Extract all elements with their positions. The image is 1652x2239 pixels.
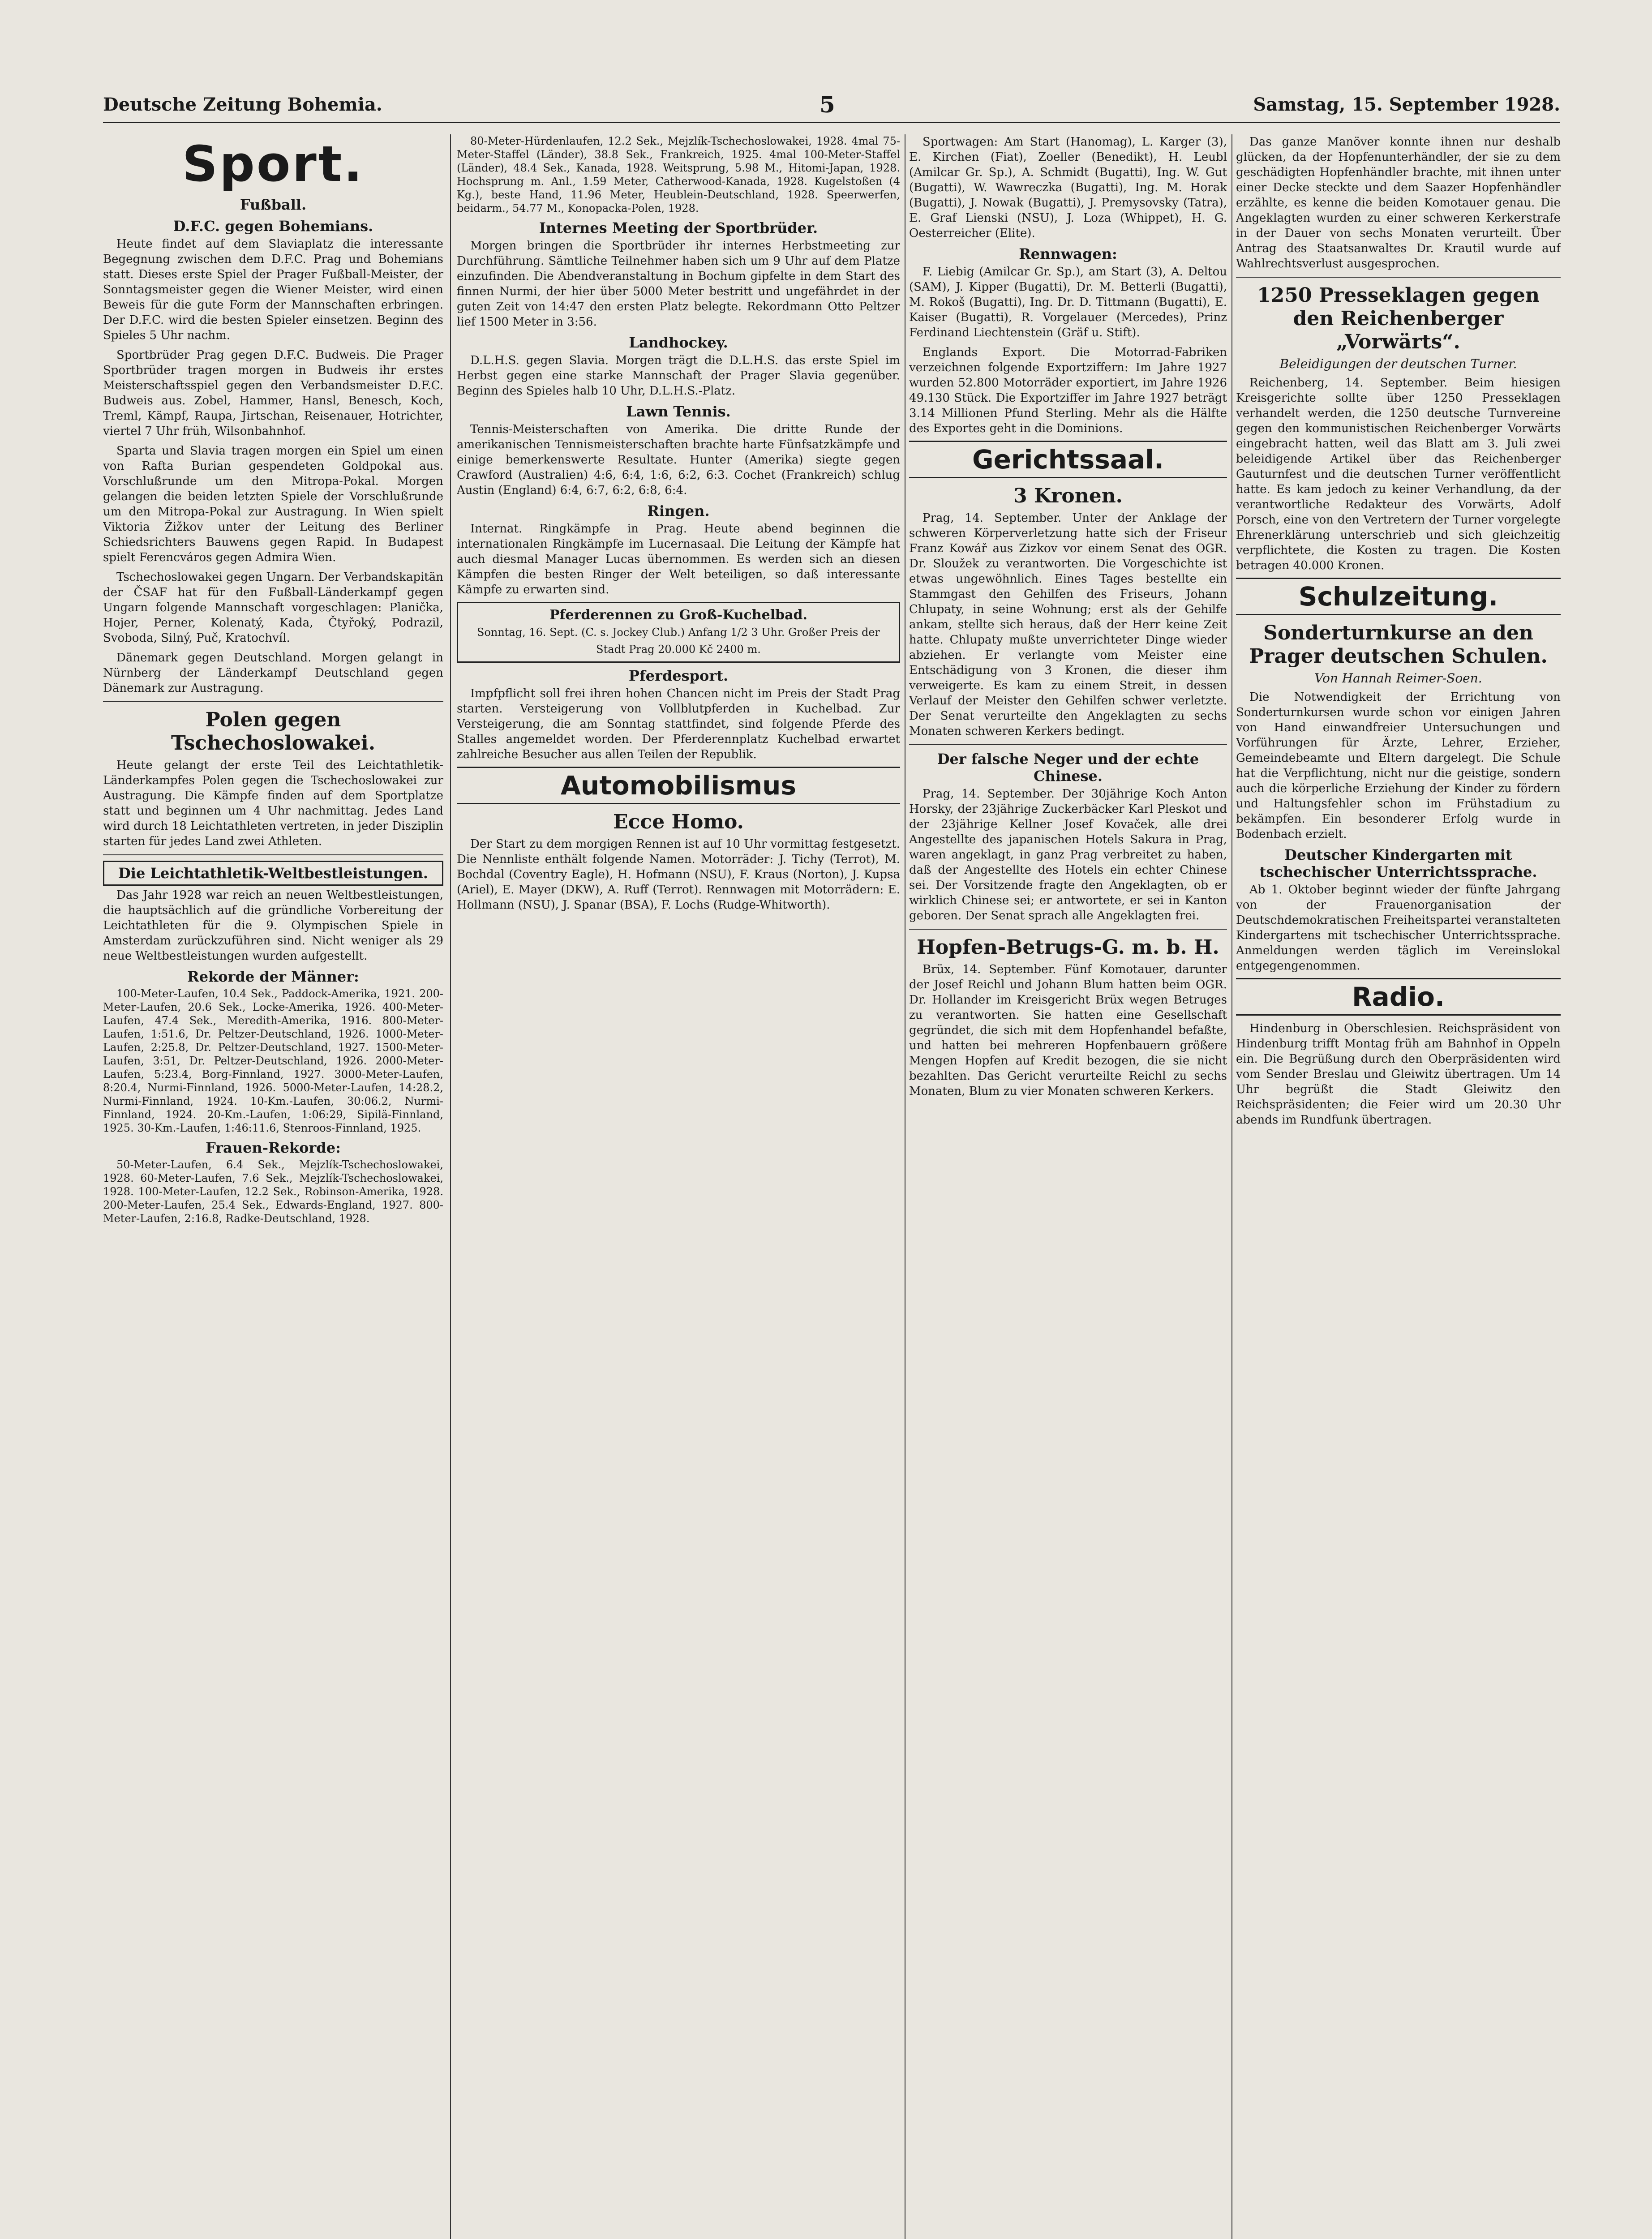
article-paragraph: Impfpflicht soll frei ihren hohen Chancen nicht im Preis der Stadt Prag starten. Versteigerung von Vollblutpferden in Kuchelbad. Zur Versteigerung, die am Sonntag stattfindet, sind folgende Pferde des Stalles angemeldet worden. Der Pferderennplatz Kuchelbad erwartet zahlreiche Besucher aus allen Teilen der Republik. [457, 687, 900, 761]
article-paragraph: Das Jahr 1928 war reich an neuen Weltbestleistungen, die hauptsächlich auf die gründliche Vorbereitung der Leichtathleten für die 9. Olympischen Spiele in Amsterdam zurückzuführen sind. Nicht weniger als 29 neue Weltbestleistungen wurden aufgestellt. [103, 888, 443, 963]
article-paragraph: D.L.H.S. gegen Slavia. Morgen trägt die D.L.H.S. das erste Spiel im Herbst gegen eine starke Mannschaft der Prager Slavia gegenüber. Beginn des Spieles halb 10 Uhr, D.L.H.S.-Platz. [457, 354, 900, 398]
records-list: 50-Meter-Laufen, 6.4 Sek., Mejzlík-Tschechoslowakei, 1928. 60-Meter-Laufen, 7.6 Sek., Mejzlík-Tschechoslowakei, 1928. 100-Meter-Laufen, 12.2 Sek., Robinson-Amerika, 1928. 200-Meter-Laufen, 25.4 Sek., Edwards-England, 1927. 800-Meter-Laufen, 2:16.8, Radke-Deutschland, 1928. [103, 1158, 443, 1225]
separator [103, 701, 443, 702]
article-heading: Der falsche Neger und der echte Chinese. [937, 751, 1199, 785]
article-heading: 1250 Presseklagen gegen den Reichenberger „Vorwärts“. [1257, 284, 1540, 353]
column-1 [103, 134, 443, 2239]
page-header [103, 91, 1560, 125]
article-heading: Hopfen-Betrugs-G. m. b. H. [917, 936, 1219, 959]
records-heading: Frauen-Rekorde: [206, 1139, 341, 1156]
article-heading: Internes Meeting der Sportbrüder. [539, 219, 818, 236]
issue-date: Samstag, 15. September 1928. [1253, 94, 1560, 115]
article-paragraph: Heute gelangt der erste Teil des Leichtathletik-Länderkampfes Polen gegen die Tschechoslowakei zur Austragung. Die Kämpfe finden auf dem Sportplatze statt und beginnen um 4 Uhr nachmittag. Jedes Land wird durch 18 Leichtathleten vertreten, in jeder Disziplin starten für jedes Land zwei Athleten. [103, 759, 443, 848]
article-paragraph: Sportwagen: Am Start (Hanomag), L. Karger (3), E. Kirchen (Fiat), Zoeller (Benedikt), H. Leubl (Amilcar Gr. Sp.), A. Schmidt (Bugatti), Ing. W. Gut (Bugatti), W. Wawreczka (Bugatti), Ing. M. Horak (Bugatti), J. Nowak (Bugatti), J. Premysovsky (Tatra), E. Graf Lienski (NSU), J. Loza (Whippet), H. G. Oesterreicher (Elite). [909, 135, 1227, 240]
article-heading: Landhockey. [629, 334, 728, 351]
article-paragraph: Prag, 14. September. Der 30jährige Koch Anton Horsky, der 23jährige Zuckerbäcker Karl Pleskot und der 23jährige Kellner Josef Kovaček, alle drei Angestellte des japanischen Hotels Sakura in Prag, waren angeklagt, in ganz Prag verbreitet zu haben, daß der Angestellte des Hotels ein echter Chinese sei. Der Vorsitzende fragte den Angeklagten, ob er wirklich Chinese sei; er antwortete, er sei in Kanton geboren. Der Senat sprach alle Angeklagten frei. [909, 787, 1227, 922]
article-heading: Deutscher Kindergarten mit tschechischer Unterrichtssprache. [1259, 846, 1537, 880]
article-paragraph: Hindenburg in Oberschlesien. Reichspräsident von Hindenburg trifft Montag früh am Bahnhof in Oppeln ein. Die Begrüßung durch den Oberpräsidenten wird vom Sender Breslau und Gleiwitz übertragen. Um 14 Uhr begrüßt die Stadt Gleiwitz den Reichspräsidenten; die Feier wird um 20.30 Uhr abends im Rundfunk übertragen. [1236, 1022, 1561, 1127]
article-heading: Ringen. [647, 502, 710, 519]
article-heading: Polen gegen Tschechoslowakei. [171, 708, 376, 755]
article-paragraph: Reichenberg, 14. September. Beim hiesigen Kreisgerichte sollte über 1250 Presseklagen verhandelt werden, die 1250 deutsche Turnvereine gegen den kommunistischen Reichenberger Vorwärts eingebracht hatten, weil das Blatt am 3. Juli zwei beleidigende Artikel über das Reichenberger Gauturnfest und die deutschen Turner veröffentlicht hatte. Es kam jedoch zu keiner Verhandlung, da der verantwortliche Redakteur des Vorwärts, Adolf Porsch, eine von den Vertretern der Turner vorgelegte Ehrenerklärung unterschrieb und sich gleichzeitig verpflichtete, die Kosten zu tragen. Die Kosten betragen 40.000 Kronen. [1236, 376, 1561, 572]
subsection-heading: Rennwagen: [1019, 245, 1117, 262]
subsection-heading: Fußball. [240, 196, 307, 213]
article-paragraph: Der Start zu dem morgigen Rennen ist auf 10 Uhr vormittag festgesetzt. Die Nennliste enthält folgende Namen. Motorräder: J. Tichy (Terrot), M. Bochdal (Coventry Eagle), H. Hofmann (NSU), F. Kraus (Norton), J. Kupsa (Ariel), E. Mayer (DKW), A. Ruff (Terrot). Rennwagen mit Motorrädern: E. Hollmann (NSU), J. Spanar (BSA), F. Lochs (Rudge-Whitworth). [457, 837, 900, 912]
column-2 [457, 134, 900, 2239]
article-paragraph: Sportbrüder Prag gegen D.F.C. Budweis. Die Prager Sportbrüder tragen morgen in Budweis ihr erstes Meisterschaftsspiel gegen den Verbandsmeister D.F.C. Budweis aus. Zobel, Hammer, Hansl, Benesch, Koch, Treml, Kämpf, Raupa, Jirtschan, Reisenauer, Hotrichter, viertel 7 Uhr früh, Wilsonbahnhof. [103, 348, 443, 438]
article-paragraph: Ab 1. Oktober beginnt wieder der fünfte Jahrgang von der Frauenorganisation der Deutschdemokratischen Freiheitspartei veranstalteten Kindergartens mit tschechischer Unterrichtssprache. Anmeldungen werden täglich im Vereinslokal entgegengenommen. [1236, 883, 1561, 973]
advertisement-horse-racing [457, 602, 900, 663]
masthead-name: Deutsche Zeitung Bohemia. [103, 94, 382, 115]
section-title-radio: Radio. [1236, 978, 1561, 1016]
article-paragraph: Prag, 14. September. Unter der Anklage der schweren Körperverletzung hatte sich der Friseur Franz Kowář aus Zizkov vor einem Senat des OGR. Dr. Sloužek zu verantworten. Die Vorgeschichte ist etwas ungewöhnlich. Eines Tages bestellte ein Stammgast den Gehilfen des Friseurs, Johann Chlupaty, in seine Wohnung; erst als der Gehilfe ankam, stellte sich heraus, daß der Herr keine Zeit hatte. Chlupaty mußte unverrichteter Dinge wieder abziehen. Er verlangte vom Meister eine Entschädigung von 3 Kronen, die dieser ihm verweigerte. Es kam zu einem Streit, in dessen Verlauf der Meister den Gehilfen schwer verletzte. Der Senat verurteilte den Angeklagten zu sechs Monaten schweren Kerkers bedingt. [909, 511, 1227, 738]
column-divider [450, 134, 451, 2239]
records-list: 100-Meter-Laufen, 10.4 Sek., Paddock-Amerika, 1921. 200-Meter-Laufen, 20.6 Sek., Locke-Amerika, 1926. 400-Meter-Laufen, 47.4 Sek., Meredith-Amerika, 1916. 800-Meter-Laufen, 1:51.6, Dr. Peltzer-Deutschland, 1926. 1000-Meter-Laufen, 2:25.8, Dr. Peltzer-Deutschland, 1927. 1500-Meter-Laufen, 3:51, Dr. Peltzer-Deutschland, 1926. 2000-Meter-Laufen, 5:23.4, Borg-Finnland, 1927. 3000-Meter-Laufen, 8:20.4, Nurmi-Finnland, 1926. 5000-Meter-Laufen, 14:28.2, Nurmi-Finnland, 1924. 10-Km.-Laufen, 30:06.2, Nurmi-Finnland, 1924. 20-Km.-Laufen, 1:06:29, Sipilä-Finnland, 1925. 30-Km.-Laufen, 1:46:11.6, Stenroos-Finnland, 1925. [103, 987, 443, 1134]
ad-title: Pferderennen zu Groß-Kuchelbad. [549, 607, 807, 623]
article-paragraph: Dänemark gegen Deutschland. Morgen gelangt in Nürnberg der Länderkampf Deutschland gegen Dänemark zur Austragung. [103, 651, 443, 695]
article-paragraph: Tennis-Meisterschaften von Amerika. Die dritte Runde der amerikanischen Tennismeisterschaften brachte harte Fünfsatzkämpfe und einige bemerkenswerte Resultate. Hunter (Amerika) siegte gegen Crawford (Australien) 4:6, 6:4, 1:6, 6:2, 6:3. Cochet (Frankreich) schlug Austin (England) 6:4, 6:7, 6:2, 6:8, 6:4. [457, 423, 900, 497]
article-paragraph: Internat. Ringkämpfe in Prag. Heute abend beginnen die internationalen Ringkämpfe im Lucernasaal. Die Leitung der Kämpfe hat auch diesmal Manager Lucas übernommen. Es werden sich an diesen Kämpfen die besten Ringer der Welt beteiligen, so daß interessante Kämpfe zu erwarten sind. [457, 522, 900, 596]
separator [103, 854, 443, 855]
records-list: 80-Meter-Hürdenlaufen, 12.2 Sek., Mejzlík-Tschechoslowakei, 1928. 4mal 75-Meter-Staffel (Länder), 38.8 Sek., Frankreich, 1925. 4mal 100-Meter-Staffel (Länder), 48.4 Sek., Kanada, 1928. Weitsprung, 5.98 M., Hitomi-Japan, 1928. Hochsprung m. Anl., 1.59 Meter, Catherwood-Kanada, 1928. Kugelstoßen (4 Kg.), beste Hand, 11.96 Meter, Heublein-Deutschland, 1928. Speerwerfen, beidarm., 54.77 M., Konopacka-Polen, 1928. [457, 135, 900, 214]
article-paragraph: Tschechoslowakei gegen Ungarn. Der Verbandskapitän der ČSAF hat für den Fußball-Länderkampf gegen Ungarn folgende Mannschaft vorgeschlagen: Planička, Hojer, Perner, Kolenatý, Kada, Čtyřoký, Podrazil, Svoboda, Silný, Puč, Kratochvíl. [103, 570, 443, 645]
article-paragraph: Sparta und Slavia tragen morgen ein Spiel um einen von Rafta Burian gespendeten Goldpokal aus. Vorschlußrunde um den Mitropa-Pokal. Morgen gelangen die beiden letzten Spiele der Vorschlußrunde um den Mitropa-Pokal zur Austragung. In Wien spielt Viktoria Žižkov unter der Leitung des Berliner Schiedsrichters Bauwens gegen Rapid. In Budapest spielt Ferencváros gegen Admira Wien. [103, 444, 443, 564]
section-title-sport: Sport. [182, 135, 365, 193]
article-heading: Lawn Tennis. [626, 403, 731, 420]
article-heading: Pferdesport. [628, 667, 729, 684]
article-paragraph: Die Notwendigkeit der Errichtung von Sonderturnkursen wurde schon vor einigen Jahren von Hand einwandfreier Untersuchungen und Vorführungen für Ärzte, Lehrer, Erzieher, Gemeindebeamte und Eltern dargelegt. Die Schule hat die Verpflichtung, nicht nur die geistige, sondern auch die körperliche Erziehung der Kinder zu fördern und Haltungsfehler schon im Frühstadium zu bekämpfen. Ein besonderer Erfolg wurde in Bodenbach erzielt. [1236, 691, 1561, 841]
article-heading: Die Leichtathletik-Weltbestleistungen. [103, 861, 443, 886]
records-heading: Rekorde der Männer: [187, 968, 359, 985]
ad-details: Sonntag, 16. Sept. (C. s. Jockey Club.) Anfang 1/2 3 Uhr. Großer Preis der Stadt Prag 20.000 Kč 2400 m. [477, 626, 880, 656]
column-divider [1231, 134, 1232, 2239]
section-title-schulzeitung: Schulzeitung. [1236, 578, 1561, 615]
article-heading: Sonderturnkurse an den Prager deutschen Schulen. [1249, 622, 1548, 668]
article-paragraph: Brüx, 14. September. Fünf Komotauer, darunter der Josef Reichl und Johann Blum hatten beim OGR. Dr. Hollander im Kreisgericht Brüx wegen Betruges zu verantworten. Sie hatten eine Gesellschaft gegründet, die sich mit dem Hopfenhandel befaßte, und hatten bei mehreren Hopfenbauern größere Mengen Hopfen auf Kredit bezogen, die sie nicht bezahlten. Das Gericht verurteilte Reichl zu sechs Monaten, Blum zu vier Monaten schweren Kerkers. [909, 963, 1227, 1098]
section-title-automobilismus: Automobilismus [457, 767, 900, 804]
header-rule [103, 122, 1560, 123]
column-3 [909, 134, 1227, 2239]
article-heading: D.F.C. gegen Bohemians. [173, 218, 373, 235]
separator [909, 929, 1227, 930]
article-paragraph: Das ganze Manöver konnte ihnen nur deshalb glücken, da der Hopfenunterhändler, der sie zu dem geschädigten Hopfenhändler brachte, mit ihnen unter einer Decke steckte und dem Saazer Hopfenhändler erzählte, es kenne die beiden Komotauer genau. Die Angeklagten wurden zu einer schweren Kerkerstrafe in der Dauer von sechs Monaten verurteilt. Über Antrag des Staatsanwaltes Dr. Krautil wurde auf Wahlrechtsverlust ausgesprochen. [1236, 135, 1561, 270]
article-paragraph: F. Liebig (Amilcar Gr. Sp.), am Start (3), A. Deltou (SAM), J. Kipper (Bugatti), Dr. M. Betterli (Bugatti), M. Rokoš (Bugatti), Ing. Dr. D. Tittmann (Bugatti), E. Kaiser (Bugatti), R. Vorgelauer (Mercedes), Prinz Ferdinand Liechtenstein (Gräf u. Stift). [909, 265, 1227, 339]
article-heading: Ecce Homo. [613, 811, 744, 833]
column-4 [1236, 134, 1561, 2239]
article-byline: Von Hannah Reimer-Soen. [1314, 671, 1482, 686]
article-subheading: Beleidigungen der deutschen Turner. [1279, 356, 1517, 371]
page-number: 5 [820, 91, 835, 118]
separator [1236, 277, 1561, 278]
article-paragraph: Englands Export. Die Motorrad-Fabriken verzeichnen folgende Exportziffern: Im Jahre 1927 wurden 52.800 Motorräder exportiert, im Jahre 1926 49.130 Stück. Die Exportziffer im Jahre 1927 beträgt 3.14 Millionen Pfund Sterling. Mehr als die Hälfte des Exportes geht in die Dominions. [909, 346, 1227, 435]
article-heading: 3 Kronen. [1013, 485, 1123, 507]
article-paragraph: Morgen bringen die Sportbrüder ihr internes Herbstmeeting zur Durchführung. Sämtliche Teilnehmer haben sich um 9 Uhr auf dem Platze einzufinden. Die Abendveranstaltung in Bochum gipfelte in dem Start des finnen Nurmi, der hier über 5000 Meter bestritt und ungefährdet in der guten Zeit von 14:47 den ersten Platz belegte. Rekordmann Otto Peltzer lief 1500 Meter in 3:56. [457, 239, 900, 329]
separator [909, 744, 1227, 745]
article-paragraph: Heute findet auf dem Slaviaplatz die interessante Begegnung zwischen dem D.F.C. Prag und Bohemians statt. Dieses erste Spiel der Prager Fußball-Meister, der Sonntagsmeister gegen die Wiener Meister, wird einen Beweis für die gute Form der Mannschaften erbringen. Der D.F.C. wird die besten Spieler einsetzen. Beginn des Spieles 5 Uhr nachm. [103, 237, 443, 342]
section-title-gerichtssaal: Gerichtssaal. [909, 441, 1227, 478]
